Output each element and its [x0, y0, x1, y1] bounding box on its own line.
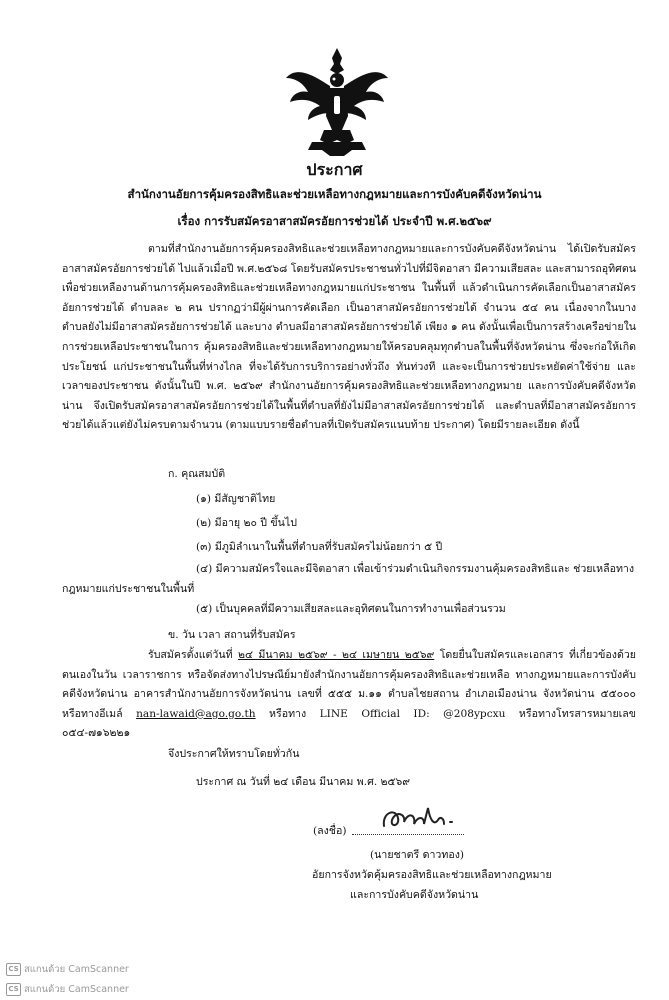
qualification-item: [62, 560, 636, 599]
qualification-item: (๕) เป็นบุคคลที่มีความเสียสละและอุทิศตนในการทำงานเพื่อส่วนรวม: [196, 603, 506, 615]
application-heading: ข. วัน เวลา สถานที่รับสมัคร: [168, 629, 296, 641]
scanner-watermark: [6, 982, 129, 997]
scanner-watermark-text: สแกนด้วย CamScanner: [24, 984, 129, 995]
camscanner-logo-icon: CS: [6, 963, 21, 976]
intro-paragraph: [62, 240, 636, 436]
qualification-item: (๑) มีสัญชาติไทย: [196, 493, 276, 505]
scanner-watermark: [6, 962, 129, 977]
handwritten-signature-icon: [378, 800, 464, 834]
announcement-title: ประกาศ: [306, 160, 363, 179]
qualification-item: (๒) มีอายุ ๒๐ ปี ขึ้นไป: [196, 517, 297, 529]
signer-position: อัยการจังหวัดคุ้มครองสิทธิและช่วยเหลือทางกฎหมาย: [312, 869, 552, 881]
camscanner-logo-icon: CS: [6, 983, 21, 996]
application-dates: ๒๔ มีนาคม ๒๕๖๙ - ๒๔ เมษายน ๒๕๖๙: [238, 649, 435, 661]
application-text-mid: โดยยื่นใบสมัครและเอกสาร ที่เกี่ยวข้องด้วยตนเองในวัน เวลาราชการ หรือจัดส่งทางไปรษณีย์มายังสำนักงานอัยการคุ้มครองสิทธิและช่วยเหลือ ทางกฎหมายและการบังคับคดีจังหวัดน่าน อาคารสำนักงานอัยการจังหวัดน่าน เลขที่ ๕๕๕ ม.๑๑ ตำบลไชยสถาน อำเภอเมืองน่าน จังหวัดน่าน ๕๕๐๐๐ หรือทางอีเมล์: [62, 649, 636, 720]
signature-line: [352, 834, 464, 835]
qualification-item-text: (๔) มีความสมัครใจและมีจิตอาสา เพื่อเข้าร่วมดำเนินกิจกรรมงานคุ้มครองสิทธิและ ช่วยเหลือทางกฎหมายแก่ประชาชนในพื้นที่: [62, 563, 635, 595]
qualification-item: (๓) มีภูมิลำเนาในพื้นที่ตำบลที่รับสมัครไม่น้อยกว่า ๕ ปี: [196, 541, 443, 553]
subject-line: เรื่อง การรับสมัครอาสาสมัครอัยการช่วยได้ ประจำปี พ.ศ.๒๕๖๙: [177, 214, 492, 228]
signature-label: (ลงชื่อ): [313, 825, 347, 837]
qualifications-heading: ก. คุณสมบัติ: [168, 468, 226, 480]
signer-position-continued: และการบังคับคดีจังหวัดน่าน: [350, 889, 479, 901]
closing-statement: จึงประกาศให้ทราบโดยทั่วกัน: [168, 748, 300, 760]
application-paragraph-text: [62, 646, 636, 744]
garuda-emblem-icon: [282, 44, 392, 156]
intro-paragraph-text: ตามที่สำนักงานอัยการคุ้มครองสิทธิและช่วยเหลือทางกฎหมายและการบังคับคดีจังหวัดน่าน ได้เปิดรับสมัครอาสาสมัครอัยการช่วยได้ ไปแล้วเมื่อปี พ.ศ.๒๕๖๘ โดยรับสมัครประชาชนทั่วไปที่มีจิตอาสา มีความเสียสละ และสามารถอุทิศตนเพื่อช่วยเหลืองานด้านการคุ้มครองสิทธิและช่วยเหลือทางกฎหมายแก่ประชาชน ในพื้นที่ แล้วดำเนินการคัดเลือกเป็นอาสาสมัครอัยการช่วยได้ ตำบลละ ๒ คน ปรากฏว่ามีผู้ผ่านการคัดเลือก เป็นอาสาสมัครอัยการช่วยได้ จำนวน ๕๔ คน เนื่องจากในบางตำบลยังไม่มีอาสาสมัครอัยการช่วยได้ และบาง ตำบลมีอาสาสมัครอัยการช่วยได้ เพียง ๑ คน ดังนั้นเพื่อเป็นการสร้างเครือข่ายในการช่วยเหลือประชาชนในการ คุ้มครองสิทธิและช่วยเหลือทางกฎหมายให้ครอบคลุมทุกตำบลในพื้นที่จังหวัดน่าน ซึ่งจะก่อให้เกิดประโยชน์ แก่ประชาชนในพื้นที่ห่างไกล ที่จะได้รับการบริการอย่างทั่วถึง ทันท่วงที และจะเป็นการช่วยประหยัดค่าใช้จ่าย และเวลาของประชาชน ดังนั้นในปี พ.ศ. ๒๕๖๙ สำนักงานอัยการคุ้มครองสิทธิและช่วยเหลือทางกฎหมาย และการบังคับคดีจังหวัดน่าน จึงเปิดรับสมัครอาสาสมัครอัยการช่วยได้ในพื้นที่ตำบลที่ยังไม่มีอาสาสมัครอัยการช่วยได้ และตำบลที่มีอาสาสมัครอัยการช่วยได้แล้วแต่ยังไม่ครบตามจำนวน (ตามแบบรายชื่อตำบลที่เปิดรับสมัครแนบท้าย ประกาศ) โดยมีรายละเอียด ดังนี้: [62, 243, 636, 432]
announcement-date: ประกาศ ณ วันที่ ๒๔ เดือน มีนาคม พ.ศ. ๒๕๖๙: [196, 776, 411, 788]
application-text-start: รับสมัครตั้งแต่วันที่: [148, 649, 238, 661]
scanner-watermark-text: สแกนด้วย CamScanner: [24, 964, 129, 975]
signer-name: (นายชาตรี ดาวทอง): [370, 849, 465, 861]
office-name: สำนักงานอัยการคุ้มครองสิทธิและช่วยเหลือทางกฎหมายและการบังคับคดีจังหวัดน่าน: [127, 187, 542, 201]
application-paragraph: [62, 646, 636, 744]
application-text-end: หรือทาง LINE Official ID: @208ypcxu หรือทางโทรสารหมายเลข ๐๕๔-๗๑๖๒๒๑: [62, 707, 637, 740]
contact-email-link[interactable]: nan-lawaid@ago.go.th: [136, 707, 256, 720]
